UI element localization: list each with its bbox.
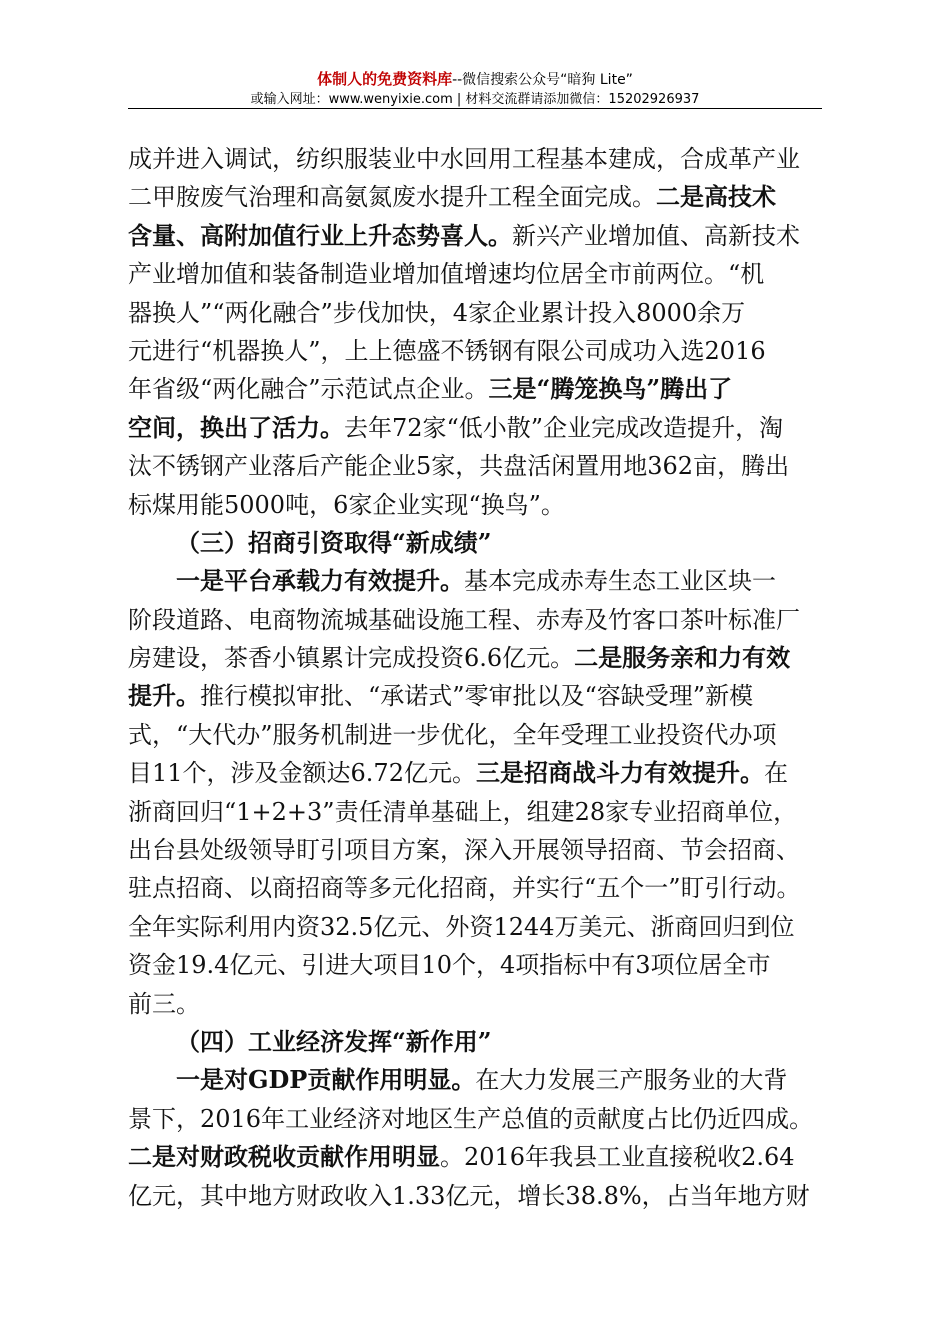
text-segment: 器换人”“两化融合”步伐加快，4家企业累计投入8000余万	[128, 298, 746, 327]
text-segment: 全年实际利用内资32.5亿元、外资1244万美元、浙商回归到位	[128, 912, 795, 941]
text-segment: 元进行“机器换人”，上上德盛不锈钢有限公司成功入选2016	[128, 336, 766, 365]
text-segment: 产业增加值和装备制造业增加值增速均位居全市前两位。“机	[128, 260, 765, 289]
text-segment: 在大力发展三产服务业的大背	[475, 1066, 788, 1095]
text-segment: 出台县处级领导盯引项目方案，深入开展领导招商、节会招商、	[128, 836, 800, 865]
bold-text-segment: （三）招商引资取得“新成绩”	[176, 527, 492, 557]
bold-text-segment: （四）工业经济发挥“新作用”	[176, 1026, 492, 1056]
bold-text-segment: 三是“腾笼换鸟”腾出了	[488, 374, 733, 404]
text-line	[128, 1177, 828, 1215]
text-segment: 驻点招商、以商招商等多元化招商，并实行“五个一”盯引行动。	[128, 874, 801, 903]
text-line	[128, 869, 828, 907]
text-line	[128, 1061, 828, 1099]
text-line	[128, 908, 828, 946]
text-line	[128, 447, 828, 485]
text-line	[128, 178, 828, 216]
text-line	[128, 601, 828, 639]
text-segment: 去年72家“低小散”企业完成改造提升，淘	[344, 413, 784, 442]
document-body	[128, 140, 828, 1215]
bold-text-segment: 一是对GDP贡献作用明显。	[176, 1065, 476, 1095]
text-segment: 年省级“两化融合”示范试点企业。	[128, 375, 489, 404]
text-line	[128, 793, 828, 831]
text-line	[128, 294, 828, 332]
text-segment: 阶段道路、电商物流城基础设施工程、赤寿及竹客口茶叶标准厂	[128, 605, 800, 634]
text-segment: 景下，2016年工业经济对地区生产总值的贡献度占比仍近四成。	[128, 1104, 814, 1133]
bold-text-segment: 空间，换出了活力。	[128, 412, 344, 442]
header-tagline: --微信搜索公众号“暗狗 Lite”	[452, 72, 633, 88]
text-segment: 资金19.4亿元、引进大项目10个，4项指标中有3项位居全市	[128, 951, 771, 980]
bold-text-segment: 提升。	[128, 681, 200, 711]
text-segment: 推行模拟审批、“承诺式”零审批以及“容缺受理”新模	[200, 682, 754, 711]
header-title-line	[0, 70, 950, 89]
text-segment: 在	[763, 759, 788, 788]
text-segment: 二甲胺废气治理和高氨氮废水提升工程全面完成。	[128, 183, 656, 212]
text-segment: 。2016年我县工业直接税收2.64	[440, 1143, 795, 1172]
header-brand: 体制人的免费资料库	[317, 70, 453, 88]
text-line	[128, 409, 828, 447]
text-line	[128, 524, 828, 562]
text-segment: 汰不锈钢产业落后产能企业5家，共盘活闲置用地362亩，腾出	[128, 452, 790, 481]
text-segment: 亿元，其中地方财政收入1.33亿元，增长38.8%，占当年地方财	[128, 1181, 810, 1210]
text-segment: 新兴产业增加值、高新技术	[512, 221, 800, 250]
text-line	[128, 716, 828, 754]
text-segment: 房建设，茶香小镇累计完成投资6.6亿元。	[128, 644, 575, 673]
text-segment: 标煤用能5000吨，6家企业实现“换鸟”。	[128, 490, 565, 519]
text-line	[128, 332, 828, 370]
text-line	[128, 370, 828, 408]
bold-text-segment: 含量、高附加值行业上升态势喜人。	[128, 220, 512, 250]
text-line	[128, 754, 828, 792]
text-line	[128, 486, 828, 524]
text-line	[128, 677, 828, 715]
page-header	[0, 70, 950, 109]
text-line	[128, 1100, 828, 1138]
text-segment: 基本完成赤寿生态工业区块一	[464, 567, 776, 596]
text-line	[128, 639, 828, 677]
bold-text-segment: 二是对财政税收贡献作用明显	[128, 1142, 440, 1172]
text-line	[128, 985, 828, 1023]
text-line	[128, 140, 828, 178]
text-line	[128, 1138, 828, 1176]
text-segment: 浙商回归“1+2+3”责任清单基础上，组建28家专业招商单位，	[128, 797, 798, 826]
text-segment: 前三。	[128, 989, 200, 1018]
header-divider	[128, 108, 822, 109]
header-sub: 或输入网址：www.wenyixie.com | 材料交流群请添加微信：15202926937	[250, 92, 700, 107]
bold-text-segment: 二是服务亲和力有效	[574, 643, 791, 673]
text-line	[128, 946, 828, 984]
text-segment: 目11个，涉及金额达6.72亿元。	[128, 759, 476, 788]
text-segment: 式，“大代办”服务机制进一步优化，全年受理工业投资代办项	[128, 720, 777, 749]
text-line	[128, 217, 828, 255]
text-line	[128, 562, 828, 600]
bold-text-segment: 三是招商战斗力有效提升。	[475, 758, 764, 788]
text-segment: 成并进入调试，纺织服装业中水回用工程基本建成，合成革产业	[128, 145, 800, 173]
text-line	[128, 831, 828, 869]
text-line	[128, 255, 828, 293]
bold-text-segment: 二是高技术	[656, 182, 776, 212]
bold-text-segment: 一是平台承载力有效提升。	[176, 566, 464, 596]
text-line	[128, 1023, 828, 1061]
